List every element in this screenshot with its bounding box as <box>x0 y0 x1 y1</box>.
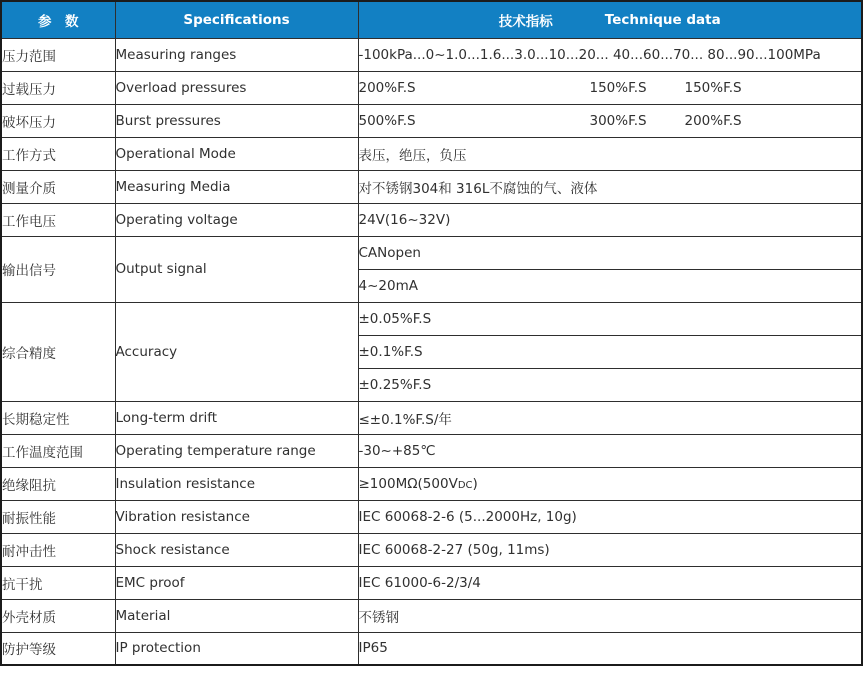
table-row <box>1 104 862 137</box>
table-row <box>1 434 862 467</box>
value-cell <box>358 467 862 500</box>
param-cn: 工作电压 <box>1 203 115 236</box>
param-en: Operating voltage <box>115 203 358 236</box>
value-3: 150%F.S <box>684 79 742 96</box>
param-cn: 工作方式 <box>1 137 115 170</box>
value-post: ) <box>472 475 478 492</box>
value-cell: 不锈钢 <box>358 599 862 632</box>
param-en: Vibration resistance <box>115 500 358 533</box>
value-cell: ±0.25%F.S <box>358 368 862 401</box>
param-cn: 工作温度范围 <box>1 434 115 467</box>
value-cell: IP65 <box>358 632 862 665</box>
value-cell: IEC 61000-6-2/3/4 <box>358 566 862 599</box>
param-cn: 破坏压力 <box>1 104 115 137</box>
header-specifications: Specifications <box>115 1 358 38</box>
table-row <box>1 203 862 236</box>
table-row <box>1 533 862 566</box>
param-cn: 外壳材质 <box>1 599 115 632</box>
param-cn: 压力范围 <box>1 38 115 71</box>
param-en: Overload pressures <box>115 71 358 104</box>
param-cn: 抗干扰 <box>1 566 115 599</box>
value-1: 500%F.S <box>358 112 416 129</box>
param-en: Operational Mode <box>115 137 358 170</box>
param-cn: 过载压力 <box>1 71 115 104</box>
value-pre: ≥100MΩ(500V <box>358 475 458 492</box>
param-cn: 输出信号 <box>1 236 115 302</box>
value-cell: CANopen <box>358 236 862 269</box>
value-cell: IEC 60068-2-6 (5...2000Hz, 10g) <box>358 500 862 533</box>
table-row <box>1 500 862 533</box>
param-en: Insulation resistance <box>115 467 358 500</box>
param-cn: 测量介质 <box>1 170 115 203</box>
table-row <box>1 632 862 665</box>
param-en: EMC proof <box>115 566 358 599</box>
param-en: Burst pressures <box>115 104 358 137</box>
table-header <box>1 1 862 38</box>
param-en: Material <box>115 599 358 632</box>
table-row <box>1 566 862 599</box>
table-row <box>1 401 862 434</box>
value-2: 150%F.S <box>589 79 647 96</box>
param-en: Output signal <box>115 236 358 302</box>
param-cn: 耐振性能 <box>1 500 115 533</box>
value-cell: -30~+85℃ <box>358 434 862 467</box>
param-en: Long-term drift <box>115 401 358 434</box>
table-row <box>1 170 862 203</box>
value-cell <box>358 71 862 104</box>
value-cell: 表压，绝压，负压 <box>358 137 862 170</box>
value-cell <box>358 104 862 137</box>
table-row <box>1 71 862 104</box>
param-cn: 绝缘阻抗 <box>1 467 115 500</box>
param-cn: 耐冲击性 <box>1 533 115 566</box>
table-row <box>1 467 862 500</box>
table-row <box>1 236 862 269</box>
param-cn: 长期稳定性 <box>1 401 115 434</box>
value-3: 200%F.S <box>684 112 742 129</box>
value-subscript: DC <box>457 479 473 491</box>
param-cn: 防护等级 <box>1 632 115 665</box>
value-cell: 24V(16~32V) <box>358 203 862 236</box>
header-tech-cn: 技术指标 <box>498 13 553 30</box>
value-cell: 对不锈钢304和 316L不腐蚀的气、液体 <box>358 170 862 203</box>
param-en: Accuracy <box>115 302 358 401</box>
param-cn: 综合精度 <box>1 302 115 401</box>
param-en: Operating temperature range <box>115 434 358 467</box>
param-en: Measuring Media <box>115 170 358 203</box>
header-technique-data <box>358 1 862 38</box>
table-row <box>1 137 862 170</box>
header-tech-en: Technique data <box>604 11 721 28</box>
value-cell: ±0.05%F.S <box>358 302 862 335</box>
value-cell: ±0.1%F.S <box>358 335 862 368</box>
value-2: 300%F.S <box>589 112 647 129</box>
value-cell: IEC 60068-2-27 (50g, 11ms) <box>358 533 862 566</box>
param-en: Measuring ranges <box>115 38 358 71</box>
value-cell: 4~20mA <box>358 269 862 302</box>
table-row <box>1 599 862 632</box>
param-en: IP protection <box>115 632 358 665</box>
value-cell: ≤±0.1%F.S/年 <box>358 401 862 434</box>
header-param: 参 数 <box>1 1 115 38</box>
value-1: 200%F.S <box>358 79 416 96</box>
table-row <box>1 302 862 335</box>
header-row <box>1 1 862 38</box>
param-en: Shock resistance <box>115 533 358 566</box>
table-row <box>1 38 862 71</box>
value-cell: -100kPa...0~1.0...1.6...3.0...10...20... 40...60...70... 80...90...100MPa <box>358 38 862 71</box>
